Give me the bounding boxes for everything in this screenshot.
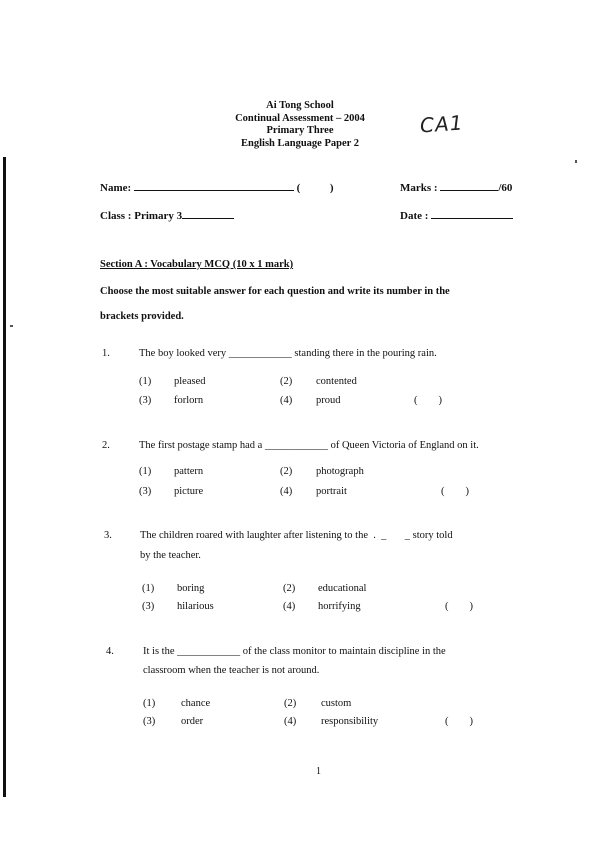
option-number: (2) (283, 583, 296, 594)
instruction-line-1: Choose the most suitable answer for each question and write its number in the (100, 286, 450, 297)
assessment-title: Continual Assessment – 2004 (235, 112, 365, 124)
class-label: Class : Primary 3 (100, 210, 183, 222)
question-text: It is the ____________ of the class monitor to maintain discipline in the (143, 646, 446, 657)
question-number: 3. (104, 530, 112, 541)
option-text: pleased (174, 376, 206, 387)
option-text: picture (174, 486, 204, 497)
exam-header (0, 100, 600, 150)
date-row (400, 207, 513, 222)
handwritten-note: CA1 (419, 110, 465, 138)
level-title: Primary Three (266, 125, 334, 136)
scan-speck (10, 325, 13, 327)
option-number: (4) (283, 601, 296, 612)
marks-label: Marks : (400, 182, 438, 194)
answer-bracket[interactable]: ( ) (445, 601, 473, 612)
name-paren-close: ) (329, 182, 334, 194)
date-field[interactable] (431, 207, 513, 219)
question-text: The boy looked very ____________ standing there in the pouring rain. (139, 348, 437, 359)
option-number: (3) (142, 601, 155, 612)
option-text: order (181, 716, 204, 727)
option-text: chance (181, 698, 211, 709)
option-text: photograph (316, 466, 364, 477)
option-number: (1) (139, 376, 152, 387)
option-text: forlorn (174, 395, 204, 406)
question-number: 4. (106, 646, 114, 657)
option-text: educational (318, 583, 367, 594)
question-number: 2. (102, 440, 110, 451)
name-row (100, 179, 334, 194)
option-text: custom (321, 698, 352, 709)
paper-title: English Language Paper 2 (241, 137, 359, 149)
option-text: responsibility (321, 716, 379, 727)
scan-edge-line (3, 157, 6, 797)
name-label: Name: (100, 182, 132, 194)
option-number: (3) (139, 395, 152, 406)
option-text: boring (177, 583, 205, 594)
instruction-line-2: brackets provided. (100, 311, 184, 322)
class-field[interactable] (182, 207, 234, 219)
question-number: 1. (102, 348, 110, 359)
option-number: (1) (143, 698, 156, 709)
school-name: Ai Tong School (266, 100, 334, 111)
option-number: (3) (139, 486, 152, 497)
option-number: (4) (284, 716, 297, 727)
page-number: 1 (316, 766, 321, 777)
option-number: (2) (284, 698, 297, 709)
answer-bracket[interactable]: ( ) (441, 486, 469, 497)
option-text: portrait (316, 486, 347, 497)
option-number: (1) (142, 583, 155, 594)
answer-bracket[interactable]: ( ) (445, 716, 473, 727)
option-text: contented (316, 376, 357, 387)
question-text-continued: by the teacher. (140, 550, 201, 561)
answer-bracket[interactable]: ( ) (414, 395, 442, 406)
option-text: pattern (174, 466, 204, 477)
marks-row (400, 179, 512, 194)
option-text: horrifying (318, 601, 361, 612)
option-number: (1) (139, 466, 152, 477)
option-number: (4) (280, 395, 293, 406)
scan-speck (575, 160, 577, 163)
section-title: Section A : Vocabulary MCQ (10 x 1 mark) (100, 259, 294, 270)
name-paren-open: ( (296, 182, 301, 194)
option-number: (2) (280, 376, 293, 387)
option-number: (3) (143, 716, 156, 727)
option-text: hilarious (177, 601, 214, 612)
question-text: The first postage stamp had a ____________ of Queen Victoria of England on it. (139, 440, 479, 451)
name-field[interactable] (134, 179, 294, 191)
question-text-continued: classroom when the teacher is not around. (143, 665, 320, 676)
date-label: Date : (400, 210, 429, 222)
question-text: The children roared with laughter after listening to the . _ _ story told (140, 530, 453, 541)
class-row (100, 207, 234, 222)
option-number: (2) (280, 466, 293, 477)
option-text: proud (316, 395, 341, 406)
marks-total: /60 (498, 182, 513, 194)
option-number: (4) (280, 486, 293, 497)
marks-field[interactable] (440, 179, 498, 191)
